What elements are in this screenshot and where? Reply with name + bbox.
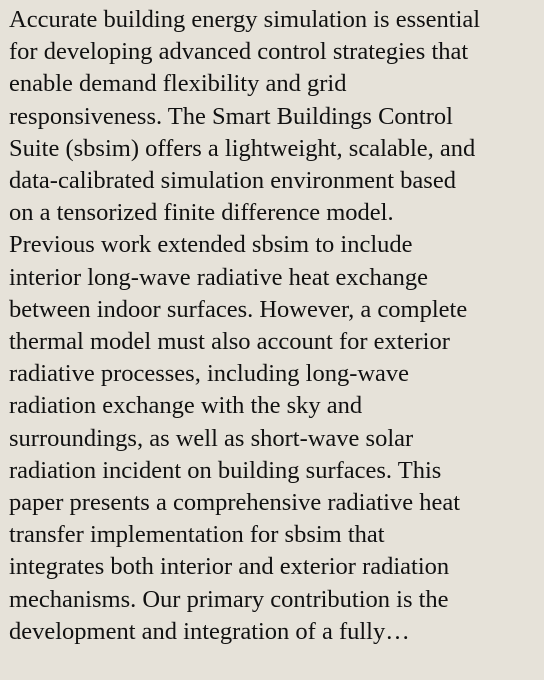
abstract-line: development and integration of a fully…: [9, 617, 410, 645]
abstract-line: between indoor surfaces. However, a complete: [9, 295, 468, 323]
abstract-line: data-calibrated simulation environment based: [9, 167, 456, 195]
abstract-line: mechanisms. Our primary contribution is the: [9, 585, 449, 613]
abstract-line: paper presents a comprehensive radiative heat: [9, 489, 461, 517]
abstract-line: Accurate building energy simulation is essential: [9, 6, 481, 33]
abstract-line: interior long-wave radiative heat exchange: [9, 263, 429, 291]
abstract-line: on a tensorized finite difference model.: [9, 199, 394, 227]
abstract-line: integrates both interior and exterior radiation: [9, 553, 450, 581]
abstract-line: for developing advanced control strategies that: [9, 38, 469, 66]
abstract-line: surroundings, as well as short-wave solar: [9, 424, 414, 452]
abstract-line: transfer implementation for sbsim that: [9, 521, 385, 549]
abstract-line: thermal model must also account for exterior: [9, 328, 450, 356]
abstract-line: enable demand flexibility and grid: [9, 70, 347, 98]
abstract-line: radiation exchange with the sky and: [9, 392, 363, 420]
abstract-line: Previous work extended sbsim to include: [9, 231, 413, 259]
abstract-line: Suite (sbsim) offers a lightweight, scalable, and: [9, 134, 476, 162]
abstract-line: radiative processes, including long-wave: [9, 360, 410, 388]
abstract-text: [9, 4, 538, 648]
abstract-line: radiation incident on building surfaces. This: [9, 456, 442, 484]
abstract-line: responsiveness. The Smart Buildings Control: [9, 102, 453, 130]
